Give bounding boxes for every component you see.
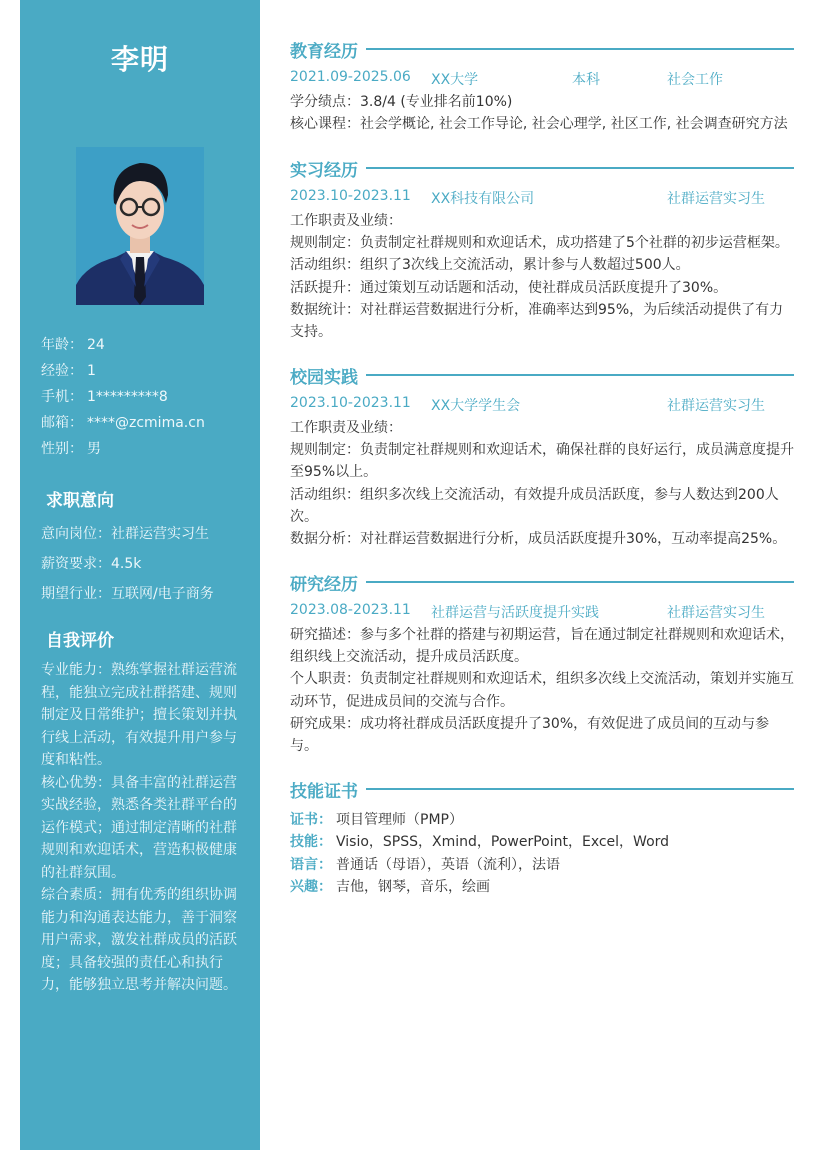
skills-value: Visio，SPSS，Xmind，PowerPoint，Excel，Word [336, 834, 670, 851]
info-value: ****@zcmima.cn [87, 415, 205, 431]
info-value: 男 [87, 441, 101, 457]
self-eval-title: 自我评价 [46, 631, 114, 651]
info-label: 经验： [41, 363, 83, 379]
internship-org: XX科技有限公司 [431, 191, 535, 207]
info-value: 1*********8 [87, 389, 168, 405]
intent-label: 薪资要求： [41, 556, 111, 572]
intent-label: 期望行业： [41, 586, 111, 602]
education-date: 2021.09-2025.06 [290, 69, 411, 85]
section-header [290, 570, 794, 594]
section-title: 校园实践 [290, 367, 358, 388]
campus-role: 社群运营实习生 [667, 398, 765, 414]
education-meta [290, 69, 794, 91]
self-eval-text [41, 659, 241, 997]
info-value: 1 [87, 363, 96, 379]
section-header [290, 37, 794, 61]
section-divider [366, 581, 794, 583]
detail-line: 规则制定：负责制定社群规则和欢迎话术，成功搭建了5个社群的初步运营框架。 [290, 235, 789, 252]
skills-value: 普通话（母语），英语（流利），法语 [336, 856, 560, 873]
info-experience [41, 361, 251, 387]
section-divider [366, 167, 794, 169]
detail-line: 工作职责及业绩： [290, 213, 402, 229]
info-label: 性别： [41, 441, 83, 457]
campus-details [290, 417, 794, 550]
internship-date: 2023.10-2023.11 [290, 188, 411, 204]
intent-position [41, 524, 256, 554]
detail-line: 个人职责：负责制定社群规则和欢迎话术，组织多次线上交流活动，策划并实施互动环节，促进成员间的交流与合作。 [290, 671, 794, 710]
info-email [41, 413, 251, 439]
detail-line: 活动组织：组织了3次线上交流活动，累计参与人数超过500人。 [290, 257, 690, 274]
portrait-photo [76, 147, 204, 305]
detail-line: 学分绩点：3.8/4 (专业排名前10%) [290, 94, 513, 110]
detail-line: 核心课程：社会学概论, 社会工作导论, 社会心理学, 社区工作, 社会调查研究方法 [290, 116, 788, 133]
job-intent-title: 求职意向 [46, 491, 114, 511]
skills-section [290, 777, 794, 898]
intent-industry [41, 584, 256, 614]
detail-line: 活跃提升：通过策划互动话题和活动，使社群成员活跃度提升了30%。 [290, 279, 728, 296]
skills-value: 吉他，钢琴，音乐，绘画 [336, 878, 490, 895]
detail-line: 研究描述：参与多个社群的搭建与初期运营，旨在通过制定社群规则和欢迎话术，组织线上交流活动，提升成员活跃度。 [290, 627, 794, 666]
research-role: 社群运营实习生 [667, 605, 765, 621]
info-value: 24 [87, 337, 105, 353]
skills-label: 兴趣： [290, 878, 332, 895]
skills-label: 技能： [290, 834, 332, 851]
portrait-icon [76, 147, 204, 305]
detail-line: 研究成果：成功将社群成员活跃度提升了30%，有效促进了成员间的互动与参与。 [290, 715, 770, 755]
section-header [290, 156, 794, 180]
internship-section [290, 156, 794, 343]
self-eval-paragraph: 综合素质：拥有优秀的组织协调能力和沟通表达能力，善于洞察用户需求，激发社群成员的活跃度；具备较强的责任心和执行力，能够独立思考并解决问题。 [41, 887, 237, 993]
section-title: 教育经历 [290, 41, 358, 62]
education-school: XX大学 [431, 72, 479, 88]
info-age [41, 335, 251, 361]
campus-section [290, 363, 794, 550]
skills-interests [290, 876, 794, 898]
education-major: 社会工作 [667, 72, 723, 88]
skills-value: 项目管理师（PMP） [336, 812, 463, 828]
skills-languages [290, 854, 794, 876]
section-title: 实习经历 [290, 160, 358, 181]
education-details [290, 91, 794, 135]
education-degree: 本科 [572, 72, 600, 88]
section-divider [366, 48, 794, 50]
section-title: 技能证书 [290, 781, 358, 802]
detail-line: 活动组织：组织多次线上交流活动，有效提升成员活跃度，参与人数达到200人次。 [290, 486, 779, 525]
personal-info [41, 335, 251, 465]
skills-list [290, 809, 794, 898]
detail-line: 数据分析：对社群运营数据进行分析，成员活跃度提升30%，互动率提高25%。 [290, 531, 787, 548]
job-intent-list [41, 524, 256, 614]
detail-line: 工作职责及业绩： [290, 420, 402, 436]
info-phone [41, 387, 251, 413]
detail-line: 规则制定：负责制定社群规则和欢迎话术，确保社群的良好运行，成员满意度提升至95%以上。 [290, 442, 794, 481]
section-header [290, 777, 794, 801]
intent-salary [41, 554, 256, 584]
section-header [290, 363, 794, 387]
info-label: 年龄： [41, 337, 83, 353]
skills-tools [290, 831, 794, 853]
internship-details [290, 210, 794, 343]
info-label: 手机： [41, 389, 83, 405]
research-details [290, 624, 794, 757]
skills-certificate [290, 809, 794, 831]
skills-label: 证书： [290, 812, 332, 828]
intent-label: 意向岗位： [41, 526, 111, 542]
sidebar [20, 0, 260, 1150]
campus-meta [290, 395, 794, 417]
education-section [290, 37, 794, 135]
section-divider [366, 788, 794, 790]
section-divider [366, 374, 794, 376]
research-project: 社群运营与活跃度提升实践 [431, 605, 599, 621]
internship-role: 社群运营实习生 [667, 191, 765, 207]
intent-value: 互联网/电子商务 [111, 586, 214, 602]
research-date: 2023.08-2023.11 [290, 602, 411, 618]
self-eval-paragraph: 专业能力：熟练掌握社群运营流程，能独立完成社群搭建、规则制定及日常维护；擅长策划并执行线上活动，有效提升用户参与度和粘性。 [41, 662, 237, 768]
info-gender [41, 439, 251, 465]
self-eval-paragraph: 核心优势：具备丰富的社群运营实战经验，熟悉各类社群平台的运作模式；通过制定清晰的社群规则和欢迎话术，营造积极健康的社群氛围。 [41, 774, 237, 881]
section-title: 研究经历 [290, 574, 358, 595]
campus-date: 2023.10-2023.11 [290, 395, 411, 411]
candidate-name: 李明 [110, 43, 169, 76]
internship-meta [290, 188, 794, 210]
skills-label: 语言： [290, 856, 332, 873]
intent-value: 4.5k [111, 556, 142, 572]
detail-line: 数据统计：对社群运营数据进行分析，准确率达到95%，为后续活动提供了有力支持。 [290, 301, 784, 341]
intent-value: 社群运营实习生 [111, 526, 209, 542]
research-meta [290, 602, 794, 624]
campus-org: XX大学学生会 [431, 398, 521, 414]
info-label: 邮箱： [41, 415, 83, 431]
research-section [290, 570, 794, 757]
